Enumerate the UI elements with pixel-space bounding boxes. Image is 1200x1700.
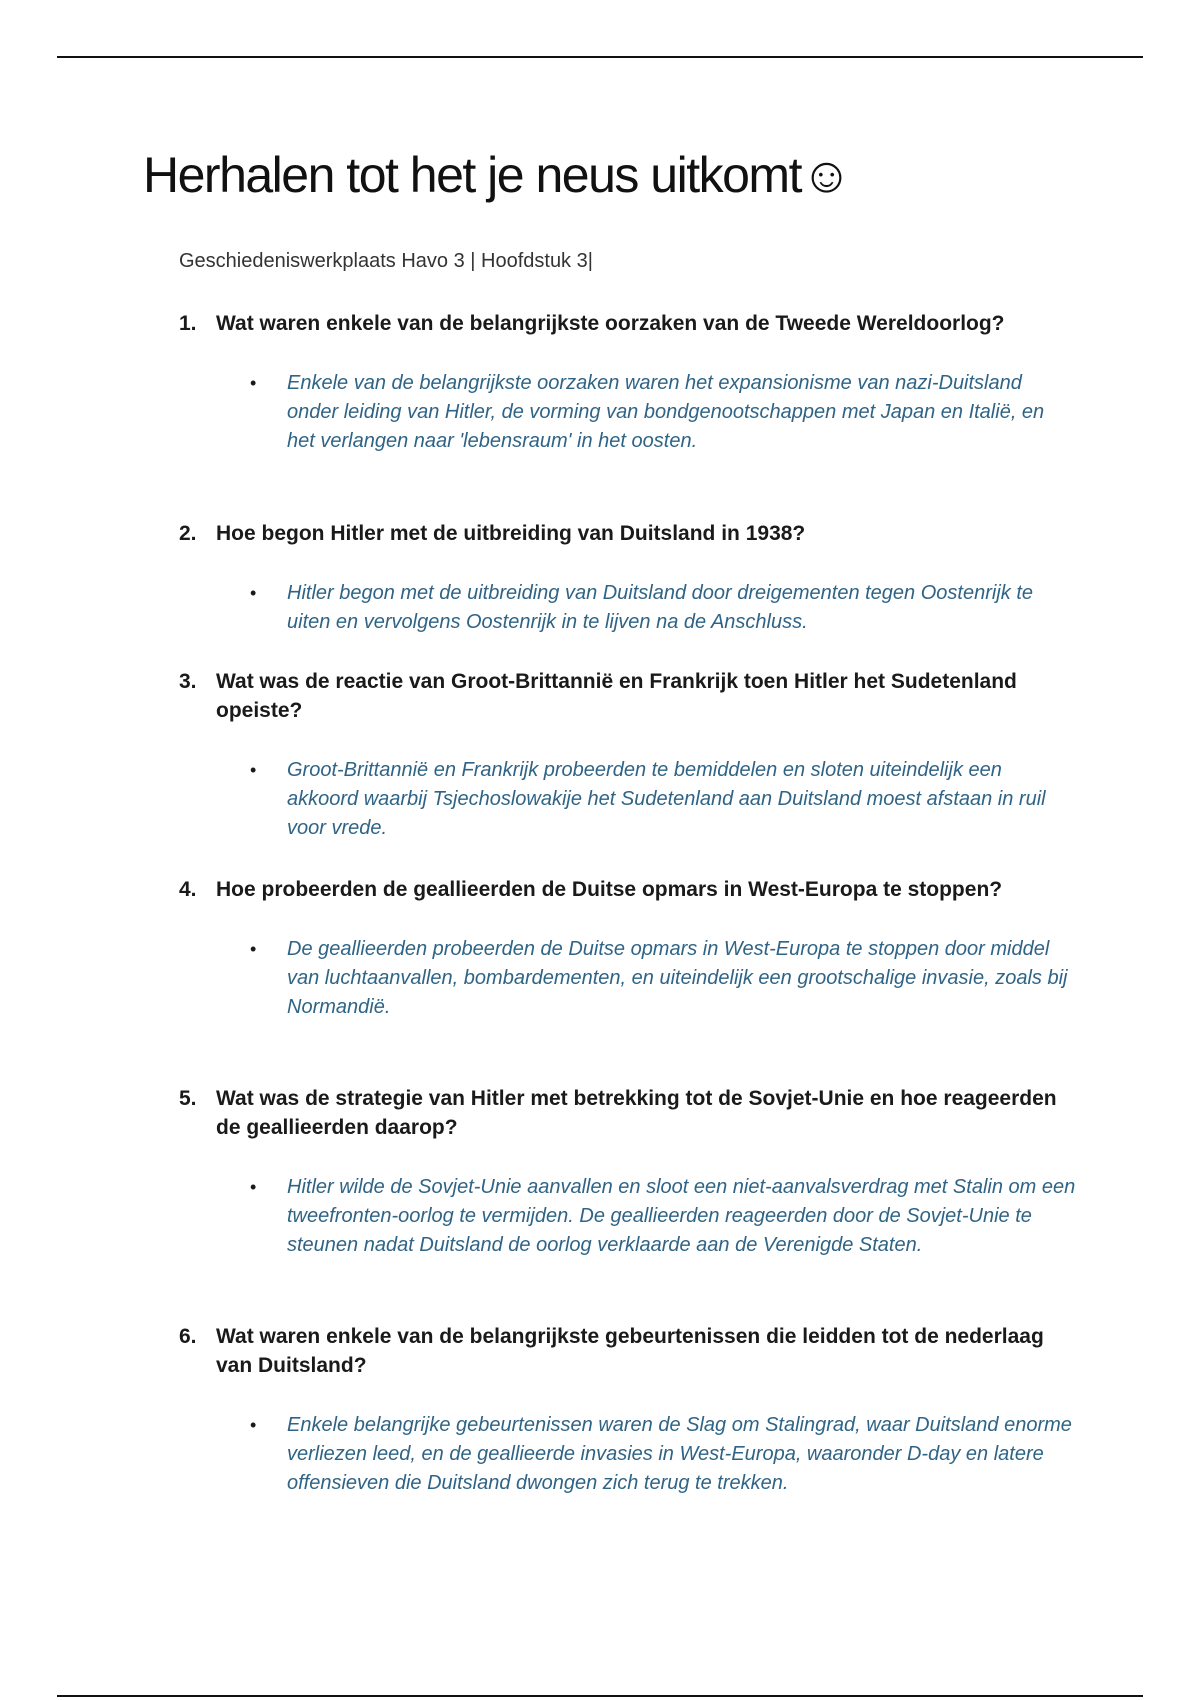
bullet-icon: • <box>250 583 257 603</box>
question-text: Wat waren enkele van de belangrijkste oorzaken van de Tweede Wereldoorlog? <box>216 312 1005 335</box>
question-text: Wat was de reactie van Groot-Brittannië en Frankrijk toen Hitler het Sudetenland opeiste? <box>216 670 1017 722</box>
bullet-icon: • <box>250 1415 257 1435</box>
document-subtitle: Geschiedeniswerkplaats Havo 3 | Hoofdstuk 3| <box>179 250 593 272</box>
answer-1 <box>179 369 1077 456</box>
question-text: Wat waren enkele van de belangrijkste gebeurtenissen die leidden tot de nederlaag van Duitsland? <box>216 1325 1044 1377</box>
question-number: 2. <box>179 522 197 545</box>
question-item-5 <box>179 1084 1079 1260</box>
question-number: 5. <box>179 1087 197 1110</box>
answer-6 <box>179 1411 1077 1498</box>
question-text: Hoe probeerden de geallieerden de Duitse opmars in West-Europa te stoppen? <box>216 878 1003 901</box>
answer-text: Enkele van de belangrijkste oorzaken waren het expansionisme van nazi-Duitsland onder leiding van Hitler, de vorming van bondgenootschappen met Japan en Italië, en het verlangen naar 'lebensraum' in het oosten. <box>287 372 1045 452</box>
answer-text: Groot-Brittannië en Frankrijk probeerden te bemiddelen en sloten uiteindelijk een akkoord waarbij Tsjechoslowakije het Sudetenland aan Duitsland moest afstaan in ruil voor vrede. <box>287 759 1046 839</box>
question-5 <box>179 1084 1079 1142</box>
question-item-6 <box>179 1322 1079 1498</box>
question-6 <box>179 1322 1079 1380</box>
answer-2 <box>179 579 1077 637</box>
question-item-1 <box>179 309 1079 456</box>
bullet-icon: • <box>250 760 257 780</box>
question-2 <box>179 519 1079 548</box>
question-1 <box>179 309 1079 338</box>
answer-text: Enkele belangrijke gebeurtenissen waren de Slag om Stalingrad, waar Duitsland enorme verliezen leed, en de geallieerde invasies in West-Europa, waaronder D-day en latere offensieven die Duitsland dwongen zich terug te trekken. <box>287 1414 1072 1494</box>
answer-4 <box>179 935 1077 1022</box>
question-3 <box>179 667 1079 725</box>
bullet-icon: • <box>250 939 257 959</box>
question-number: 4. <box>179 878 197 901</box>
question-text: Wat was de strategie van Hitler met betrekking tot de Sovjet-Unie en hoe reageerden de geallieerden daarop? <box>216 1087 1057 1139</box>
answer-text: Hitler begon met de uitbreiding van Duitsland door dreigementen tegen Oostenrijk te uiten en vervolgens Oostenrijk in te lijven na de Anschluss. <box>287 582 1033 633</box>
bottom-rule <box>57 1695 1143 1697</box>
question-number: 3. <box>179 670 197 693</box>
question-number: 1. <box>179 312 197 335</box>
question-text: Hoe begon Hitler met de uitbreiding van Duitsland in 1938? <box>216 522 806 545</box>
page-title: Herhalen tot het je neus uitkomt☺ <box>143 147 851 203</box>
bullet-icon: • <box>250 373 257 393</box>
bullet-icon: • <box>250 1177 257 1197</box>
answer-5 <box>179 1173 1077 1260</box>
question-4 <box>179 875 1079 904</box>
answer-text: De geallieerden probeerden de Duitse opmars in West-Europa te stoppen door middel van luchtaanvallen, bombardementen, en uiteindelijk een grootschalige invasie, zoals bij Normandië. <box>287 938 1068 1018</box>
question-item-4 <box>179 875 1079 1022</box>
answer-3 <box>179 756 1077 843</box>
question-item-3 <box>179 667 1079 843</box>
top-rule <box>57 56 1143 58</box>
question-item-2 <box>179 519 1079 637</box>
question-number: 6. <box>179 1325 197 1348</box>
answer-text: Hitler wilde de Sovjet-Unie aanvallen en sloot een niet-aanvalsverdrag met Stalin om een tweefronten-oorlog te vermijden. De geallieerden reageerden door de Sovjet-Unie te steunen nadat Duitsland de oorlog verklaarde aan de Verenigde Staten. <box>287 1176 1076 1256</box>
